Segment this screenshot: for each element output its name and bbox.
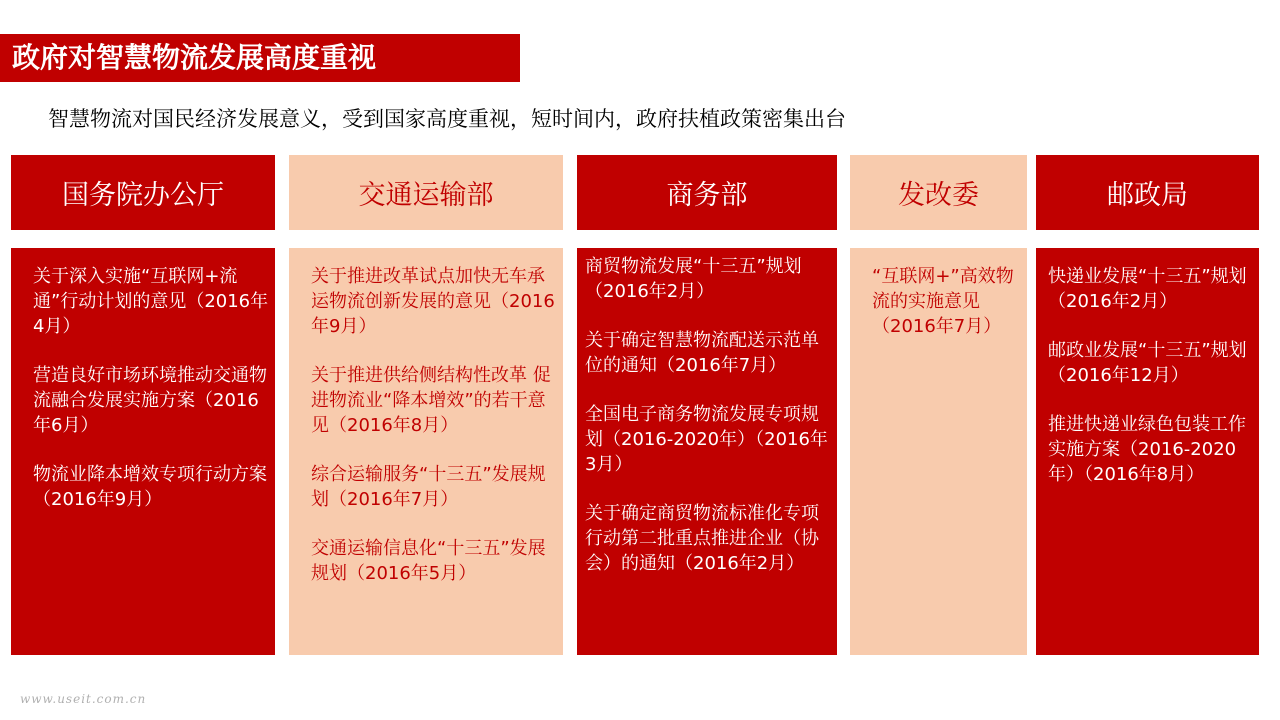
policy-item: 物流业降本增效专项行动方案（2016年9月）	[33, 464, 267, 510]
policy-item: 关于确定智慧物流配送示范单位的通知（2016年7月）	[585, 330, 819, 376]
policy-item: 交通运输信息化“十三五”发展规划（2016年5月）	[311, 538, 546, 584]
column-box-commerce	[577, 248, 837, 655]
policy-item: “互联网+”高效物流的实施意见（2016年7月）	[872, 266, 1014, 337]
page-subtitle: 智慧物流对国民经济发展意义，受到国家高度重视，短时间内，政府扶植政策密集出台	[48, 107, 846, 131]
policy-item: 关于推进改革试点加快无车承运物流创新发展的意见（2016年9月）	[311, 266, 555, 337]
policy-item: 关于推进供给侧结构性改革 促进物流业“降本增效”的若干意见（2016年8月）	[311, 365, 551, 436]
title-bar	[0, 34, 520, 82]
policy-item: 邮政业发展“十三五”规划（2016年12月）	[1048, 340, 1247, 386]
policy-item: 关于确定商贸物流标准化专项行动第二批重点推进企业（协会）的通知（2016年2月）	[585, 503, 819, 574]
policy-item: 关于深入实施“互联网+流通”行动计划的意见（2016年4月）	[33, 266, 269, 337]
page-title: 政府对智慧物流发展高度重视	[12, 41, 377, 74]
column-header-commerce: 商务部	[577, 155, 837, 230]
column-header-postal: 邮政局	[1036, 155, 1259, 230]
footer-watermark: www.useit.com.cn	[20, 692, 147, 706]
policy-item: 综合运输服务“十三五”发展规划（2016年7月）	[311, 464, 546, 510]
policy-item: 营造良好市场环境推动交通物流融合发展实施方案（2016年6月）	[33, 365, 267, 436]
column-box-postal	[1036, 248, 1259, 655]
column-box-transport	[289, 248, 563, 655]
policy-item: 快递业发展“十三五”规划（2016年2月）	[1048, 266, 1247, 312]
policy-item: 商贸物流发展“十三五”规划（2016年2月）	[585, 256, 802, 302]
policy-item: 推进快递业绿色包装工作实施方案（2016-2020年）（2016年8月）	[1048, 414, 1246, 485]
column-header-state-council: 国务院办公厅	[11, 155, 275, 230]
column-box-state-council	[11, 248, 275, 655]
column-box-ndrc	[850, 248, 1027, 655]
policy-item: 全国电子商务物流发展专项规划（2016-2020年）（2016年3月）	[585, 404, 828, 475]
column-header-transport: 交通运输部	[289, 155, 563, 230]
column-header-ndrc: 发改委	[850, 155, 1027, 230]
